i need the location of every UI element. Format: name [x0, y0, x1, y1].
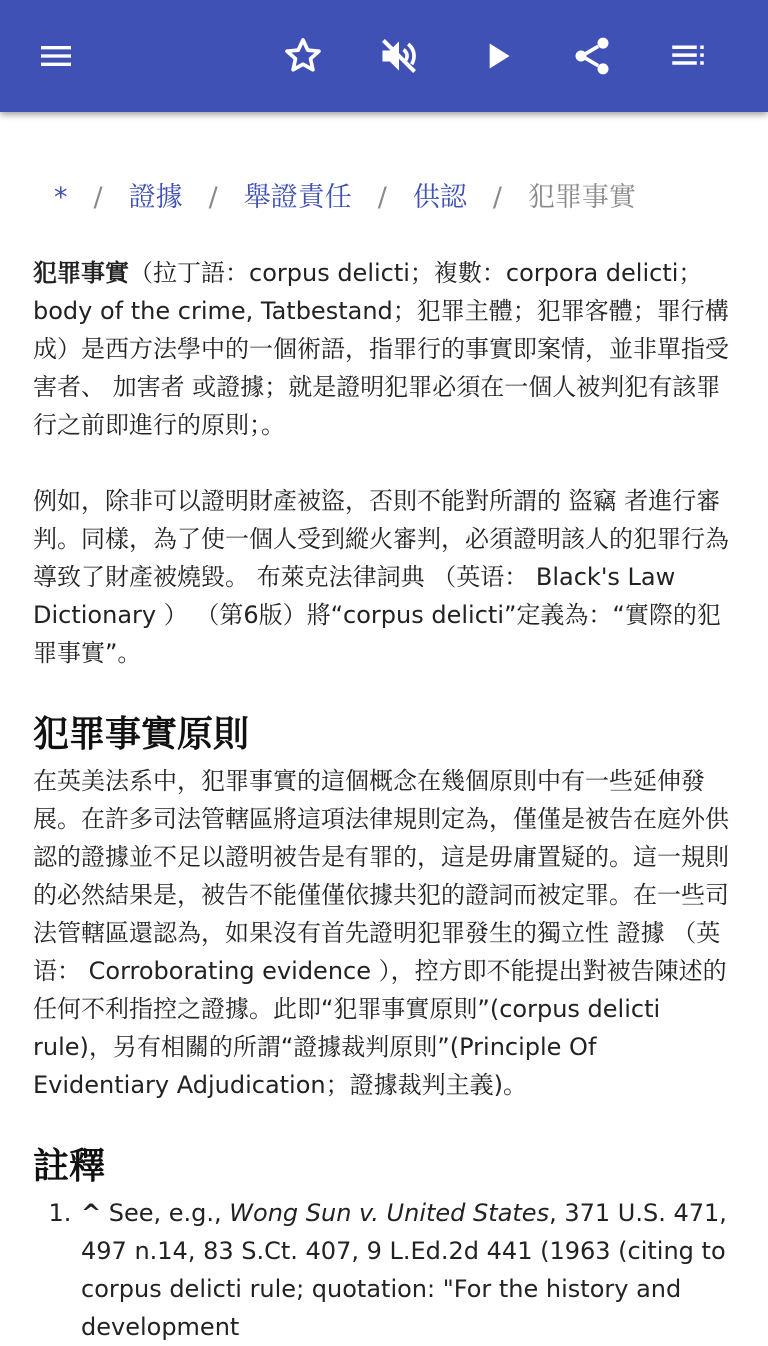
note-prefix: See, e.g., — [101, 1199, 230, 1227]
principle-paragraph: 在英美法系中，犯罪事實的這個概念在幾個原則中有一些延伸發展。在許多司法管轄區將這項法律規則定為，僅僅是被告在庭外供認的證據並不足以證明被告是有罪的，這是毋庸置疑的。這一規則的必然結果是，被告不能僅僅依據共犯的證詞而被定罪。在一些司法管轄區還認為，如果沒有首先證明犯罪發生的獨立性 證據 （英语： Corroborating evidence ），控方即不能提出對被告陳述的任何不利指控之證據。此即“犯罪事實原則”(corpus delicti rule)，另有相關的所謂“證據裁判原則”(Principle Of Evidentiary Adjudication；證據裁判主義)。 — [33, 767, 729, 1099]
breadcrumb-item-confession[interactable]: 供認 — [412, 182, 467, 213]
intro-paragraph — [33, 254, 737, 444]
favorite-button[interactable] — [275, 28, 331, 84]
app-bar — [0, 0, 768, 112]
note-case-name: Wong Sun v. United States — [229, 1199, 550, 1227]
volume-off-icon — [377, 34, 421, 78]
note-backlink[interactable]: ^ — [81, 1199, 102, 1227]
share-button[interactable] — [564, 28, 620, 84]
play-icon — [478, 36, 518, 76]
breadcrumb — [54, 178, 754, 218]
mute-button[interactable] — [371, 28, 427, 84]
breadcrumb-separator: / — [93, 182, 103, 213]
example-paragraph: 例如，除非可以證明財產被盜，否則不能對所謂的 盜竊 者進行審判。同樣，為了使一個人受到縱火審判，必須證明該人的犯罪行為導致了財產被燒毀。 布萊克法律詞典 （英语： Black's Law Dictionary ） （第6版）將“corpus delicti”定義為：“實際的犯罪事實”。 — [33, 487, 729, 667]
section-heading-principle: 犯罪事實原則 — [33, 714, 250, 755]
contents-button[interactable] — [660, 28, 716, 84]
breadcrumb-item-evidence[interactable]: 證據 — [128, 182, 183, 213]
section-heading-notes: 註釋 — [33, 1146, 106, 1187]
star-outline-icon — [281, 34, 325, 78]
note-citation: , 371 U.S. 471, 497 n.14, 83 S.Ct. 407, 9 L.Ed.2d 441 (1963 (citing to corpus delicti rule; quotation: "For the history and development — [81, 1199, 727, 1341]
breadcrumb-item-home[interactable]: * — [54, 182, 68, 213]
breadcrumb-separator: / — [208, 182, 218, 213]
note-item — [79, 1194, 737, 1346]
breadcrumb-item-current: 犯罪事實 — [527, 182, 636, 213]
article-term: 犯罪事實 — [33, 259, 129, 287]
breadcrumb-separator: / — [377, 182, 387, 213]
share-icon — [570, 34, 614, 78]
breadcrumb-separator: / — [492, 182, 502, 213]
menu-button[interactable] — [28, 28, 84, 84]
notes-list — [33, 1194, 737, 1346]
article-content — [0, 112, 768, 1341]
breadcrumb-item-burden-of-proof[interactable]: 舉證責任 — [243, 182, 352, 213]
playlist-icon — [667, 35, 709, 77]
play-button[interactable] — [470, 28, 526, 84]
intro-text: （拉丁語：corpus delicti；複數：corpora delicti；body of the crime, Tatbestand；犯罪主體；犯罪客體；罪行構成）是西方法學中的一個術語，指罪行的事實即案情，並非單指受害者、 加害者 或證據；就是證明犯罪必須在一個人被判犯有該罪行之前即進行的原則；。 — [33, 259, 729, 439]
menu-icon — [36, 36, 76, 76]
article-body — [33, 254, 737, 1346]
